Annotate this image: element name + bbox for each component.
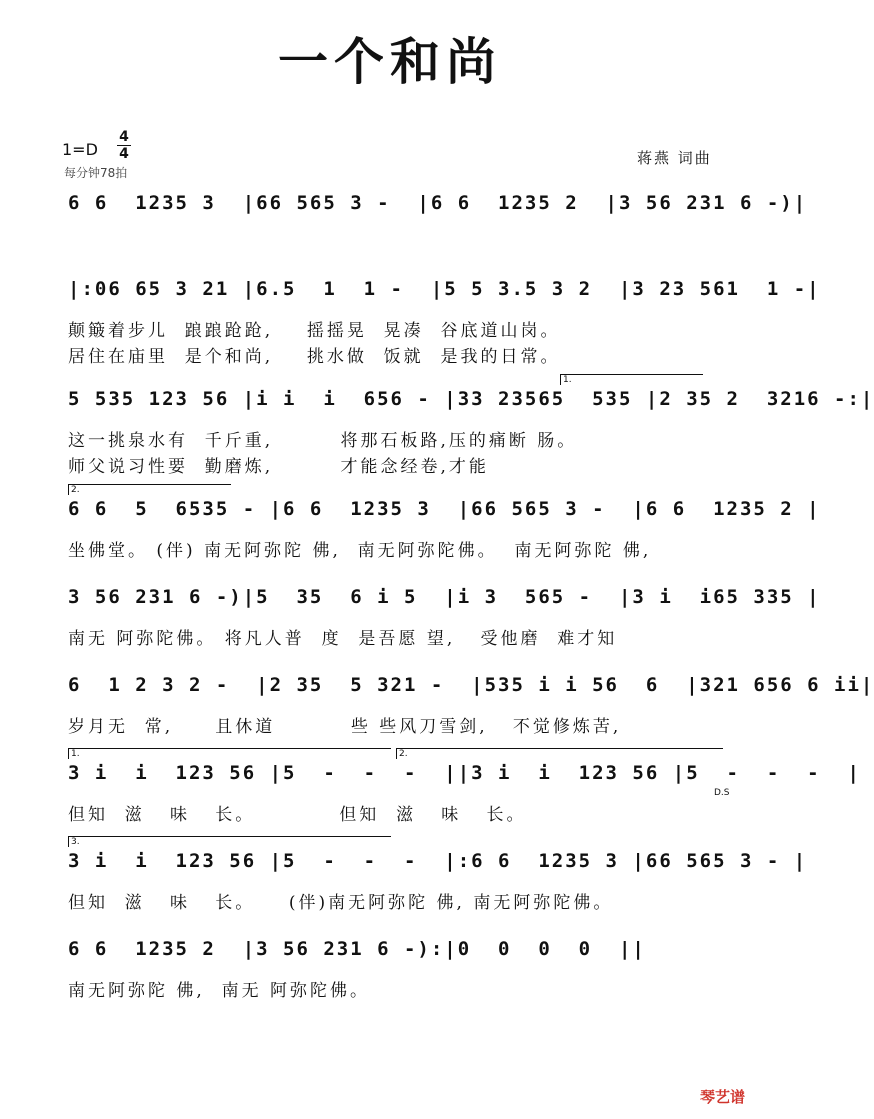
- notation-line: 3 i i 123 56 |5 - - - ||3 i i 123 56 |5 - - - |: [68, 762, 861, 784]
- score-row-5: [0, 586, 821, 676]
- score-row-2: [0, 278, 821, 368]
- time-signature: [117, 130, 131, 161]
- notation-line: 6 6 5 6535 - |6 6 1235 3 |66 565 3 - |6 6 1235 2 |: [68, 498, 821, 520]
- lyric-line: 但知 滋 味 长。 但知 滋 味 长。: [68, 805, 527, 825]
- time-signature-top: 4: [119, 129, 129, 145]
- lyric-line: 但知 滋 味 长。 (伴)南无阿弥陀 佛, 南无阿弥陀佛。: [68, 893, 614, 913]
- notation-line: |:06 65 3 21 |6.5 1 1 - |5 5 3.5 3 2 |3 23 561 1 -|: [68, 278, 821, 300]
- site-watermark-logo: 琴艺谱: [700, 1088, 746, 1106]
- volta-bracket: 3.: [68, 836, 391, 847]
- lyric-verse-1: 这一挑泉水有 千斤重, 将那石板路,压的痛断 肠。: [68, 431, 578, 451]
- notation-line: 6 6 1235 3 |66 565 3 - |6 6 1235 2 |3 56 231 6 -)|: [68, 192, 808, 214]
- lyric-verse-2: 居住在庙里 是个和尚, 挑水做 饭就 是我的日常。: [68, 347, 561, 367]
- score-row-8: [0, 837, 808, 940]
- notation-line: 6 1 2 3 2 - |2 35 5 321 - |535 i i 56 6 |321 656 6 ii|: [68, 674, 874, 696]
- lyric-verse-2: 师父说习性要 勤磨炼, 才能念经卷,才能: [68, 457, 489, 477]
- volta-bracket: 2.: [396, 748, 723, 759]
- score-row-3: [0, 375, 874, 478]
- notation-line: 5 535 123 56 |i i i 656 - |33 23565 535 |2 35 2 3216 -:|: [68, 388, 874, 410]
- lyric-verse-1: 颠簸着步儿 踉踉跄跄, 摇摇晃 晃凑 谷底道山岗。: [68, 321, 561, 341]
- dal-segno-mark: D.S: [714, 788, 730, 798]
- song-title: 一个和尚: [278, 32, 502, 91]
- lyric-line: 岁月无 常, 且休道 些 些风刀雪剑, 不觉修炼苦,: [68, 717, 622, 737]
- notation-line: 6 6 1235 2 |3 56 231 6 -):|0 0 0 0 ||: [68, 938, 646, 960]
- notation-line: 3 56 231 6 -)|5 35 6 i 5 |i 3 565 - |3 i i65 335 |: [68, 586, 821, 608]
- volta-bracket: 2.: [68, 484, 231, 495]
- lyric-line: 坐佛堂。 (伴) 南无阿弥陀 佛, 南无阿弥陀佛。 南无阿弥陀 佛,: [68, 541, 652, 561]
- volta-bracket: 1.: [68, 748, 391, 759]
- notation-line: 3 i i 123 56 |5 - - - |:6 6 1235 3 |66 565 3 - |: [68, 850, 808, 872]
- score-row-1: [0, 192, 808, 282]
- lyric-line: 南无阿弥陀 佛, 南无 阿弥陀佛。: [68, 981, 371, 1001]
- time-signature-bottom: 4: [119, 146, 129, 162]
- volta-bracket: 1.: [560, 374, 703, 385]
- lyricist-composer-credit: 蒋燕 词曲: [637, 149, 712, 167]
- key-signature: 1=D: [62, 140, 98, 159]
- lyric-line: 南无 阿弥陀佛。 将凡人普 度 是吾愿 望, 受他磨 难才知: [68, 629, 618, 649]
- score-row-9: [0, 938, 780, 1028]
- score-row-4: [0, 485, 821, 588]
- tempo-marking: 每分钟78拍: [64, 166, 128, 180]
